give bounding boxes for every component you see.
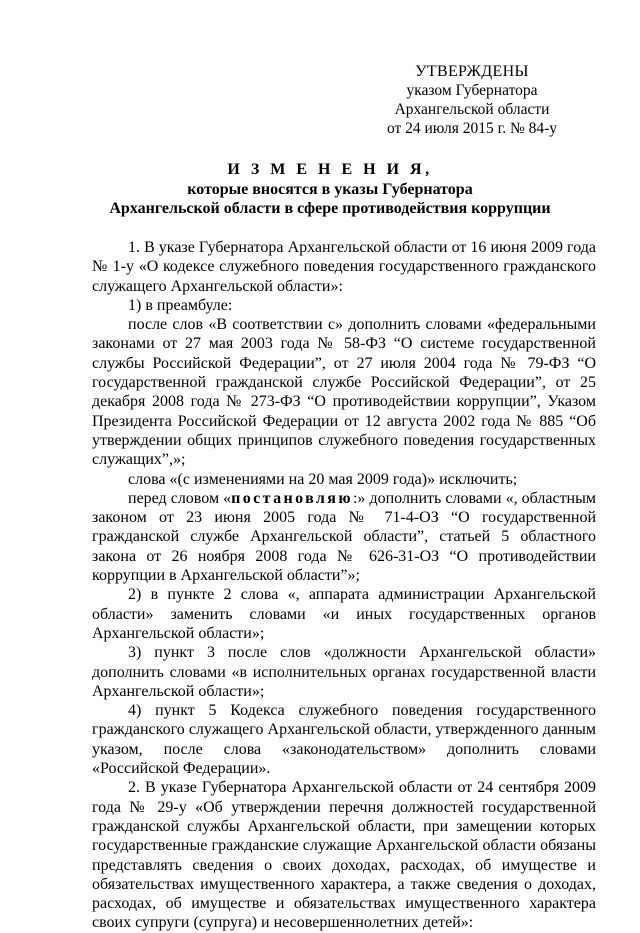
paragraph-preamble-addition: после слов «В соответствии с» дополнить словами «федеральными законами от 27 мая 2003 года № 58-ФЗ “О системе государственной службы Российской Федерации”, от 27 июля 2004 года № 79-ФЗ “О государственной гражданской службе Российской Федерации”, от 25 декабря 2008 года № 273-ФЗ “О противодействии коррупции”, Указом Президента Российской Федерации от 12 августа 2002 года № 885 “Об утверждении общих принципов служебного поведения государственных служащих”,»; <box>92 316 596 469</box>
approval-stamp <box>352 62 592 138</box>
paragraph-1-2: 2) в пункте 2 слова «, аппарата администрации Архангельской области» заменить словами «и иных государственных органов Архангельской области»; <box>92 586 596 642</box>
title-subheading-line1: которые вносятся в указы Губернатора <box>187 180 473 198</box>
paragraph-before-word-end: :» дополнить словами «, областным законом от 23 июня 2005 года № 71-4-ОЗ “О государственной гражданской службе Архангельской области”, статьей 5 областного закона от 26 ноября 2008 года № 626-31-ОЗ “О противодействии коррупции в Архангельской области”»; <box>92 489 596 585</box>
document-title <box>60 160 600 219</box>
emphasized-word: постановляю <box>231 489 353 507</box>
approval-issuer: указом Губернатора <box>406 82 538 99</box>
paragraph-1-1: 1) в преамбуле: <box>128 296 233 314</box>
approval-region: Архангельской области <box>394 101 550 118</box>
approval-date-number: от 24 июля 2015 г. № 84-у <box>386 120 558 137</box>
paragraph-1-4: 4) пункт 5 Кодекса служебного поведения государственного гражданского служащего Архангельской области, утвержденного данным указом, после слова «законодательством» дополнить словами «Российской Федерации». <box>92 702 596 778</box>
paragraph-1: 1. В указе Губернатора Архангельской области от 16 июня 2009 года № 1-у «О кодексе служебного поведения государственного гражданского служащего Архангельской области»: <box>92 239 596 295</box>
paragraph-before-word-start: перед словом « <box>128 489 232 507</box>
paragraph-exclusion: слова «(с изменениями на 20 мая 2009 года)» исключить; <box>128 470 518 488</box>
title-subheading-line2: Архангельской области в сфере противодействия коррупции <box>109 200 551 217</box>
title-heading: И З М Е Н Е Н И Я, <box>227 161 433 178</box>
approval-heading: УТВЕРЖДЕНЫ <box>415 63 529 80</box>
paragraph-2: 2. В указе Губернатора Архангельской области от 24 сентября 2009 года № 29-у «Об утверждении перечня должностей государственной гражданской службы Архангельской области, при замещении которых государственные гражданские служащие Архангельской области обязаны представлять сведения о своих доходах, расходах, об имуществе и обязательствах имущественного характера, а также сведения о доходах, расходах, об имуществе и обязательствах имущественного характера своих супруги (супруга) и несовершеннолетних детей»: <box>92 779 596 932</box>
document-body <box>92 238 596 933</box>
paragraph-1-3: 3) пункт 3 после слов «должности Архангельской области» дополнить словами «в исполнительных органах государственной власти Архангельской области»; <box>92 644 596 700</box>
paragraph-before-word <box>92 489 596 585</box>
